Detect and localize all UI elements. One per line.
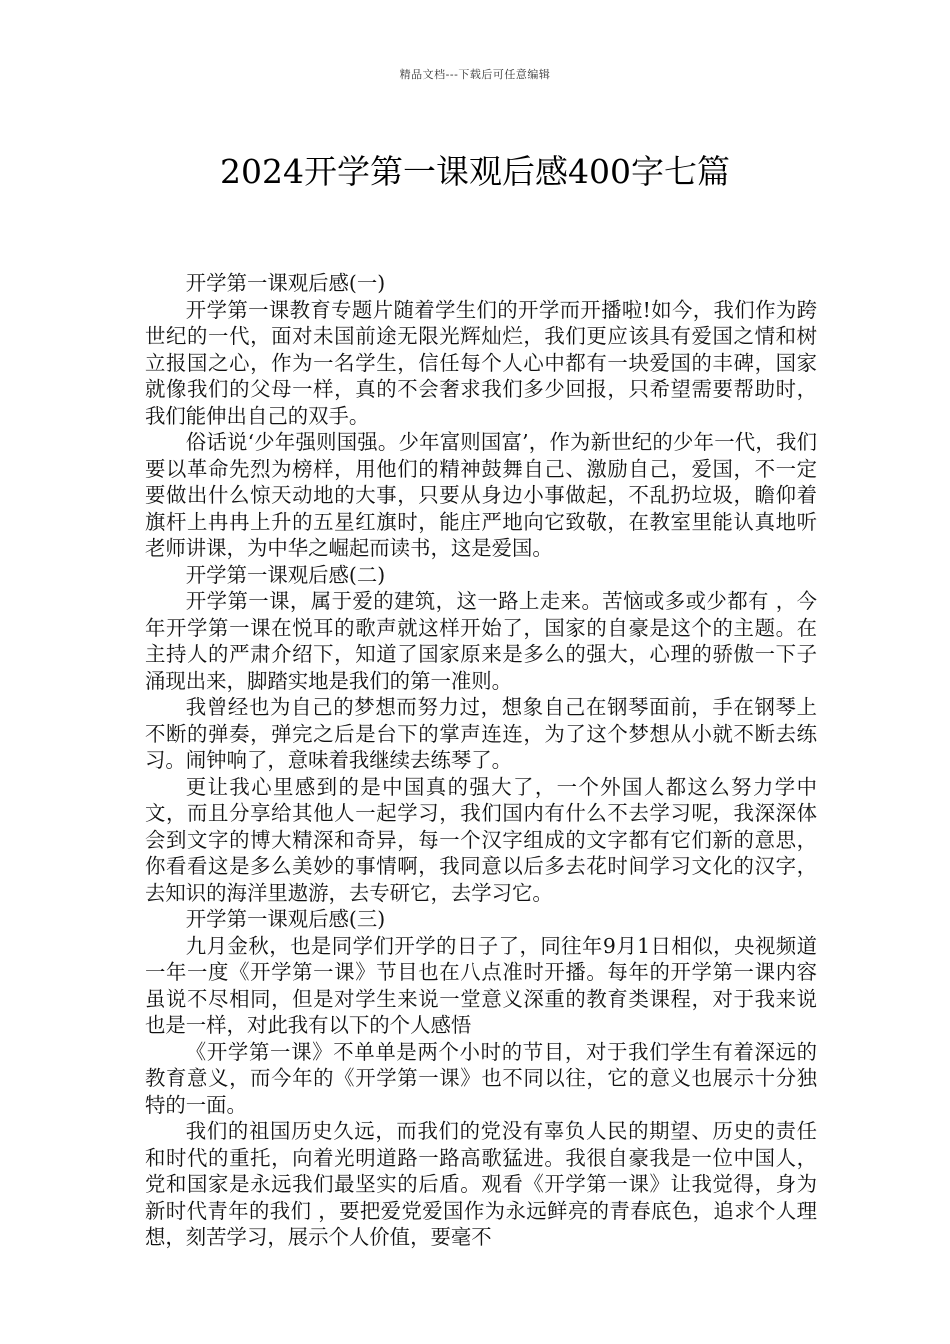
section-heading: 开学第一课观后感(三) bbox=[185, 907, 386, 931]
section-heading: 开学第一课观后感(二) bbox=[185, 562, 386, 587]
paragraph: 俗话说‘少年强则国强。少年富则国富’，作为新世纪的少年一代，我们要以革命先烈为榜样，用他们的精神鼓舞自己、激励自己，爱国，不一定要做出什么惊天动地的大事，只要从身边小事做起，不乱扔垃圾，瞻仰着旗杆上冉冉上升的五星红旗时，能庄严地向它致敬，在教室里能认真地听老师讲课，为中华之崛起而读书，这是爱国。 bbox=[145, 430, 817, 560]
paragraph: 九月金秋，也是同学们开学的日子了，同往年9月1日相似，央视频道一年一度《开学第一课》节目也在八点准时开播。每年的开学第一课内容虽说不尽相同，但是对学生来说一堂意义深重的教育类课程，对于我来说也是一样，对此我有以下的个人感悟 bbox=[145, 933, 817, 1037]
paragraph: 开学第一课，属于爱的建筑，这一路上走来。苦恼或多或少都有 ，今年开学第一课在悦耳的歌声就这样开始了，国家的自豪是这个的主题。在主持人的严肃介绍下，知道了国家原来是多么的强大，心理的骄傲一下子涌现出来，脚踏实地是我们的第一准则。 bbox=[145, 589, 817, 693]
section-heading: 开学第一课观后感(一) bbox=[185, 271, 386, 295]
paragraph: 开学第一课教育专题片随着学生们的开学而开播啦!如今，我们作为跨世纪的一代，面对未国前途无限光辉灿烂，我们更应该具有爱国之情和树立报国之心，作为一名学生，信任每个人心中都有一块爱国的丰碑，国家就像我们的父母一样，真的不会奢求我们多少回报，只希望需要帮助时，我们能伸出自己的双手。 bbox=[145, 297, 817, 428]
paragraph: 我们的祖国历史久远，而我们的党没有辜负人民的期望、历史的责任和时代的重托，向着光明道路一路高歌猛进。我很自豪我是一位中国人，党和国家是永远我们最坚实的后盾。观看《开学第一课》让我觉得，身为新时代青年的我们 ，要把爱党爱国作为永远鲜亮的青春底色，追求个人理想，刻苦学习，展示个人价值，要毫不 bbox=[145, 1119, 817, 1249]
paragraph: 更让我心里感到的是中国真的强大了，一个外国人都这么努力学中文，而且分享给其他人一起学习，我们国内有什么不去学习呢，我深深体会到文字的博大精深和奇异，每一个汉字组成的文字都有它们新的意思，你看看这是多么美妙的事情啊，我同意以后多去花时间学习文化的汉字，去知识的海洋里遨游，去专研它，去学习它。 bbox=[145, 774, 817, 905]
document-title: 2024开学第一课观后感400字七篇 bbox=[220, 152, 730, 192]
paragraph: 《开学第一课》不单单是两个小时的节目，对于我们学生有着深远的教育意义，而今年的《开学第一课》也不同以往，它的意义也展示十分独特的一面。 bbox=[145, 1039, 817, 1117]
header-watermark: 精品文档---下载后可任意编辑 bbox=[399, 68, 551, 81]
document-body bbox=[145, 270, 817, 1251]
paragraph: 我曾经也为自己的梦想而努力过，想象自己在钢琴面前，手在钢琴上不断的弹奏，弹完之后是台下的掌声连连，为了这个梦想从小就不断去练习。闹钟响了，意味着我继续去练琴了。 bbox=[145, 695, 817, 772]
